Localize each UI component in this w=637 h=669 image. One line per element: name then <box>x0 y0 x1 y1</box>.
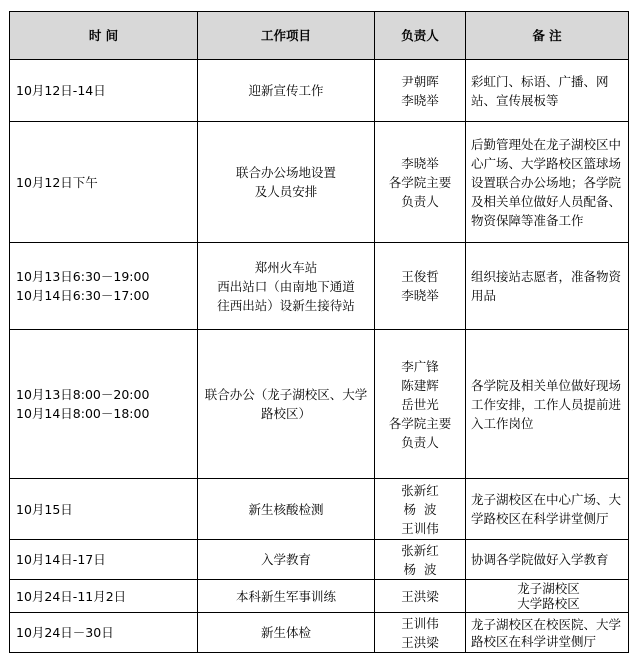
person-name: 尹朝晖 <box>401 73 439 89</box>
person-name: 李晓举 <box>401 288 439 303</box>
header-item: 工作项目 <box>198 12 375 60</box>
person-name: 李广锋 <box>401 358 439 374</box>
time-cell <box>10 540 198 580</box>
time-cell <box>10 580 198 613</box>
note-text: 组织接站志愿者，准备物资用品 <box>471 269 622 303</box>
note-text: 大学路校区 <box>517 596 580 611</box>
time-cell <box>10 243 198 330</box>
person-name: 张新红 <box>401 542 439 558</box>
time-text: 10月13日8:00－20:00 <box>16 387 150 402</box>
person-cell <box>375 540 466 580</box>
time-cell <box>10 122 198 243</box>
note-text: 后勤管理处在龙子湖校区中心广场、大学路校区篮球场设置联合办公场地；各学院及相关单位做好人员配备、物资保障等准备工作 <box>471 136 622 228</box>
time-cell <box>10 613 198 653</box>
note-cell <box>466 479 629 540</box>
person-name: 陈建辉 <box>401 377 439 393</box>
item-text: 入学教育 <box>260 552 311 567</box>
person-cell <box>375 580 466 613</box>
item-text: 新生体检 <box>260 625 311 640</box>
item-cell <box>198 60 375 122</box>
table-row <box>10 60 629 122</box>
item-cell <box>198 479 375 540</box>
item-text: 西出站口（由南地下通道 <box>217 278 355 294</box>
person-name: 张新红 <box>401 482 439 498</box>
person-name: 各学院主要 <box>388 415 452 431</box>
person-name: 岳世光 <box>401 396 439 412</box>
note-cell <box>466 60 629 122</box>
person-name: 王训伟 <box>401 615 439 631</box>
table-row <box>10 243 629 330</box>
table-row <box>10 330 629 479</box>
note-cell <box>466 330 629 479</box>
item-cell <box>198 122 375 243</box>
person-name: 各学院主要 <box>388 174 452 190</box>
time-cell <box>10 330 198 479</box>
note-cell <box>466 243 629 330</box>
time-text: 10月12日下午 <box>16 174 98 190</box>
item-text: 郑州火车站 <box>254 259 318 275</box>
person-name: 王洪梁 <box>401 588 439 604</box>
person-name: 王俊哲 <box>401 269 439 284</box>
person-name: 负责人 <box>401 193 439 209</box>
item-text: 迎新宣传工作 <box>248 83 324 98</box>
time-text: 10月24日－30日 <box>16 625 114 640</box>
item-cell <box>198 613 375 653</box>
note-text: 龙子湖校区在中心广场、大学路校区在科学讲堂侧厅 <box>471 492 622 526</box>
item-text: 联合办公场地设置 <box>235 165 336 180</box>
person-name: 负责人 <box>401 434 439 450</box>
item-text: 联合办公（龙子湖校区、大学路校区） <box>204 387 368 421</box>
person-cell <box>375 122 466 243</box>
time-text: 10月14日-17日 <box>16 552 106 567</box>
item-text: 新生核酸检测 <box>248 501 324 517</box>
person-cell <box>375 479 466 540</box>
note-text: 各学院及相关单位做好现场工作安排，工作人员提前进入工作岗位 <box>471 377 622 431</box>
person-name: 杨 波 <box>403 501 437 517</box>
note-cell <box>466 122 629 243</box>
item-text: 本科新生军事训练 <box>235 588 336 604</box>
table-row <box>10 479 629 540</box>
time-text: 10月14日8:00－18:00 <box>16 406 150 421</box>
person-cell <box>375 243 466 330</box>
person-name: 杨 波 <box>403 561 437 577</box>
item-cell <box>198 330 375 479</box>
item-cell <box>198 243 375 330</box>
time-text: 10月13日6:30－19:00 <box>16 269 150 284</box>
note-cell <box>466 540 629 580</box>
time-cell <box>10 60 198 122</box>
person-name: 王洪梁 <box>401 634 439 650</box>
item-text: 往西出站）设新生接待站 <box>217 297 355 313</box>
note-cell <box>466 613 629 653</box>
person-name: 李晓举 <box>401 155 439 171</box>
item-text: 及人员安排 <box>254 184 318 199</box>
table-row <box>10 580 629 613</box>
note-text: 龙子湖校区在校医院、大学路校区在科学讲堂侧厅 <box>471 616 622 649</box>
person-cell <box>375 330 466 479</box>
header-time: 时 间 <box>10 12 198 60</box>
header-row <box>10 12 629 60</box>
person-name: 李晓举 <box>401 92 439 108</box>
person-cell <box>375 613 466 653</box>
note-text: 龙子湖校区 <box>517 581 580 596</box>
note-text: 彩虹门、标语、广播、网站、宣传展板等 <box>471 73 609 108</box>
item-cell <box>198 540 375 580</box>
header-person: 负责人 <box>375 12 466 60</box>
time-cell <box>10 479 198 540</box>
schedule-table <box>9 11 629 653</box>
time-text: 10月14日6:30－17:00 <box>16 288 150 303</box>
person-name: 王训伟 <box>401 520 439 536</box>
table-row <box>10 613 629 653</box>
item-cell <box>198 580 375 613</box>
note-text: 协调各学院做好入学教育 <box>471 552 609 567</box>
table-row <box>10 540 629 580</box>
time-text: 10月24日-11月2日 <box>16 588 127 604</box>
time-text: 10月15日 <box>16 501 73 517</box>
time-text: 10月12日-14日 <box>16 83 106 98</box>
note-cell <box>466 580 629 613</box>
table-row <box>10 122 629 243</box>
header-note: 备 注 <box>466 12 629 60</box>
person-cell <box>375 60 466 122</box>
